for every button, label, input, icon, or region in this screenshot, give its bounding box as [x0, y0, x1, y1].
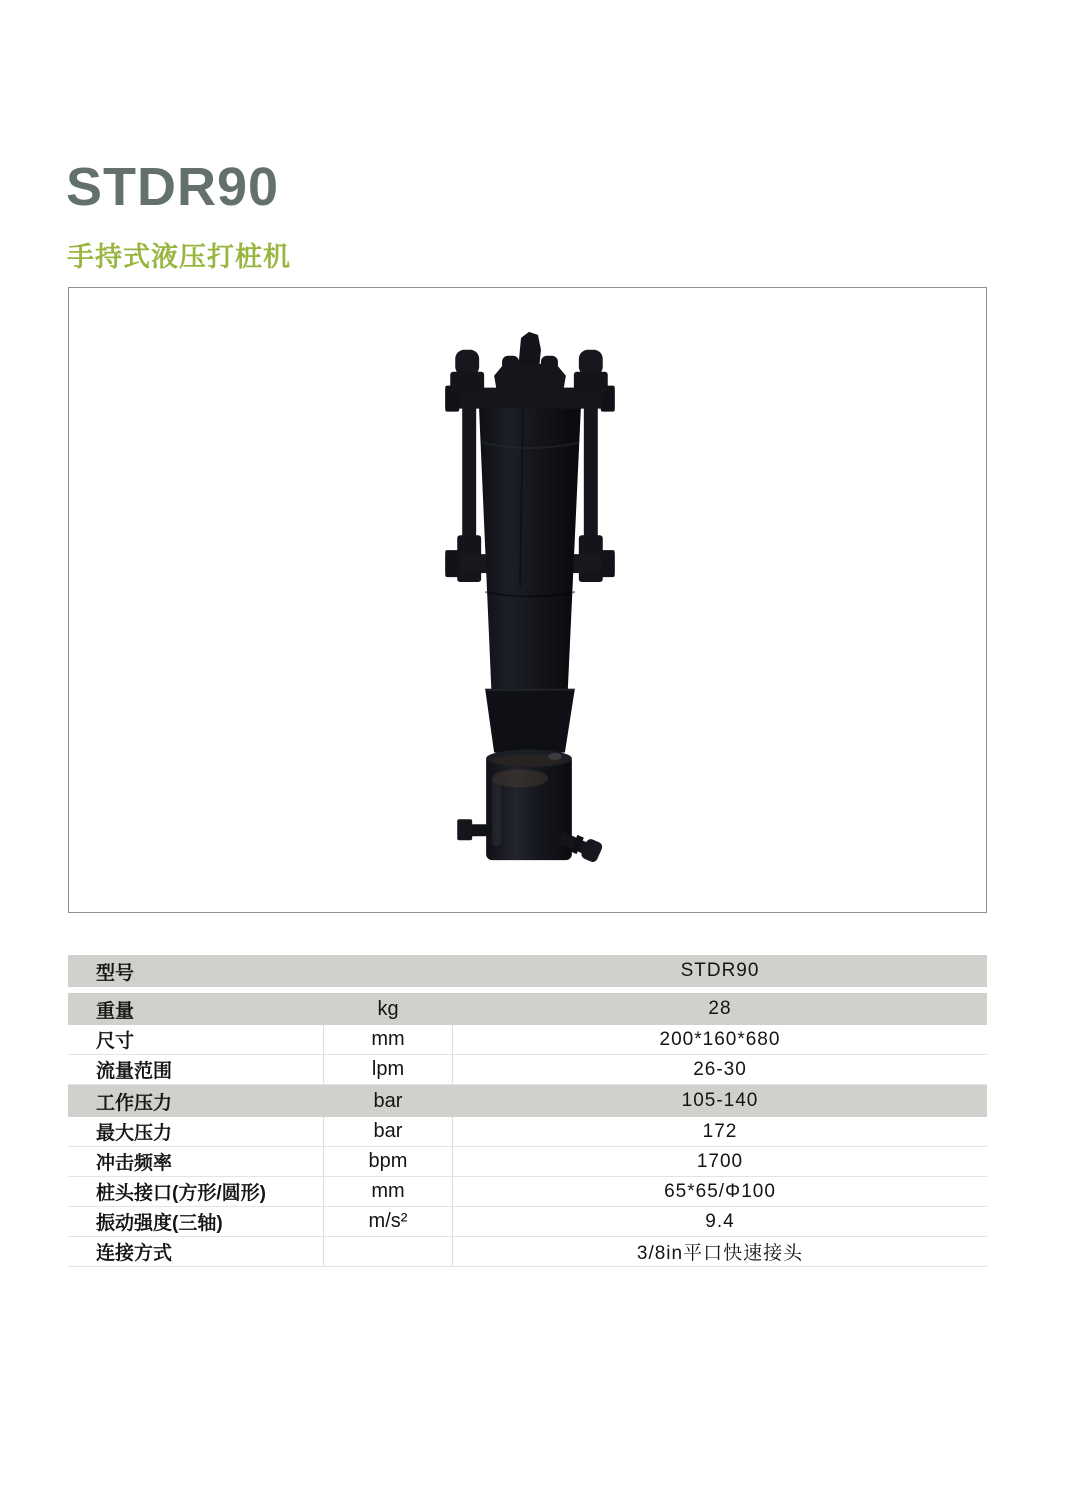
- spec-value: 26-30: [693, 1058, 747, 1080]
- spec-label: 连接方式: [96, 1243, 173, 1264]
- spec-unit: mm: [323, 1025, 453, 1054]
- spec-row-impact-frequency: [68, 1147, 987, 1177]
- right-rod-cap: [574, 350, 608, 394]
- lower-bracket-right-cap: [601, 550, 615, 577]
- spec-value: 3/8in平口快速接头: [636, 1243, 804, 1264]
- spec-label: 重量: [96, 1000, 135, 1022]
- spec-unit: bpm: [323, 1147, 453, 1176]
- spec-row-connection: [68, 1237, 987, 1267]
- spec-value: 172: [702, 1120, 738, 1142]
- spec-value: 28: [708, 998, 732, 1019]
- spec-unit: bar: [323, 1117, 453, 1146]
- spec-row-pile-interface: [68, 1177, 987, 1207]
- spec-unit: lpm: [323, 1055, 453, 1084]
- spec-unit: bar: [373, 1089, 403, 1112]
- spec-label: 尺寸: [96, 1031, 135, 1052]
- spec-label: 桩头接口(方形/圆形): [96, 1183, 266, 1204]
- spec-row-model: [68, 955, 987, 987]
- spec-unit: mm: [323, 1177, 453, 1206]
- spec-table: [68, 955, 987, 1267]
- spec-row-working-pressure: [68, 1085, 987, 1117]
- spec-unit: kg: [377, 997, 399, 1020]
- spec-value: 105-140: [681, 1090, 759, 1111]
- spec-row-vibration: [68, 1207, 987, 1237]
- spec-row-flow-range: [68, 1055, 987, 1085]
- spec-value: 9.4: [705, 1210, 735, 1232]
- lower-bracket-left-cap: [445, 550, 459, 577]
- spec-label: 最大压力: [96, 1123, 173, 1144]
- sleeve-rim-hole: [548, 753, 562, 760]
- spec-label: 型号: [96, 962, 135, 984]
- spec-row-dimensions: [68, 1025, 987, 1055]
- spec-value: STDR90: [680, 960, 760, 981]
- product-subtitle: 手持式液压打桩机: [67, 242, 291, 272]
- spec-value: 65*65/Φ100: [664, 1180, 776, 1202]
- top-cap: [494, 364, 566, 399]
- spec-row-weight: [68, 993, 987, 1025]
- spec-label: 流量范围: [96, 1061, 173, 1082]
- spec-value: 200*160*680: [659, 1028, 781, 1050]
- spec-unit: [323, 955, 453, 987]
- spec-unit: m/s²: [323, 1207, 453, 1236]
- spec-label: 振动强度(三轴): [96, 1213, 223, 1234]
- product-image: [69, 288, 986, 912]
- sleeve-highlight: [492, 778, 501, 846]
- spec-row-max-pressure: [68, 1117, 987, 1147]
- spec-unit: [323, 1237, 453, 1266]
- spec-label: 冲击频率: [96, 1153, 173, 1174]
- left-rod-cap: [450, 350, 484, 394]
- cylinder-collar: [485, 689, 575, 753]
- spec-label: 工作压力: [96, 1092, 173, 1114]
- spec-value: 1700: [696, 1150, 744, 1172]
- product-image-frame: [68, 287, 987, 913]
- pile-driver-machine: [445, 332, 614, 864]
- page-title: STDR90: [66, 157, 280, 217]
